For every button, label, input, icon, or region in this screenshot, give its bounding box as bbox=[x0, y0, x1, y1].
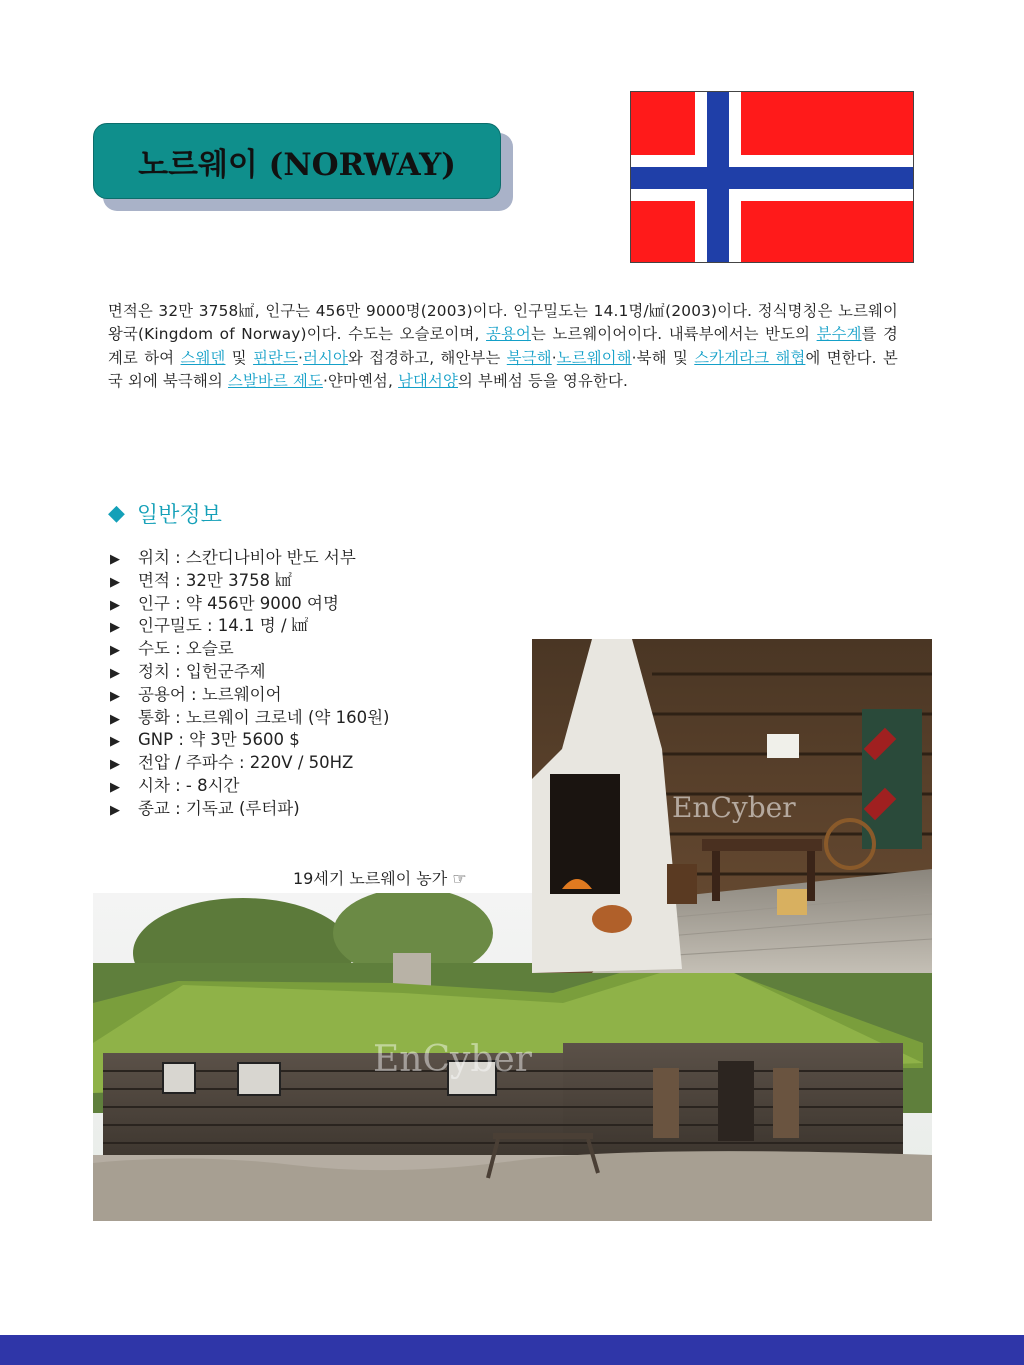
interior-watermark: EnCyber bbox=[672, 791, 796, 824]
info-text: 공용어 : 노르웨이어 bbox=[138, 684, 282, 704]
intro-text: 는 노르웨이어이다. 내륙부에서는 반도의 bbox=[530, 325, 817, 344]
triangle-bullet-icon: ▶ bbox=[110, 757, 120, 773]
triangle-bullet-icon: ▶ bbox=[110, 688, 120, 704]
info-text: 위치 : 스칸디나비아 반도 서부 bbox=[138, 548, 356, 567]
triangle-bullet-icon: ▶ bbox=[110, 802, 120, 818]
triangle-bullet-icon: ▶ bbox=[110, 643, 120, 659]
info-text: 수도 : 오슬로 bbox=[138, 639, 234, 659]
info-text: 전압 / 주파수 : 220V / 50HZ bbox=[138, 753, 354, 773]
info-item bbox=[110, 707, 389, 730]
info-item bbox=[110, 638, 389, 661]
link-finland[interactable]: 핀란드 bbox=[253, 348, 298, 367]
farmhouse-watermark: EnCyber bbox=[373, 1039, 532, 1080]
triangle-bullet-icon: ▶ bbox=[110, 597, 120, 613]
title-box bbox=[93, 123, 501, 199]
info-item bbox=[110, 593, 389, 616]
link-norwegian-sea[interactable]: 노르웨이해 bbox=[556, 348, 632, 367]
link-svalbard[interactable]: 스발바르 제도 bbox=[228, 371, 323, 390]
info-text: 종교 : 기독교 (루터파) bbox=[138, 798, 300, 818]
link-south-atlantic[interactable]: 남대서양 bbox=[398, 371, 458, 390]
info-text: GNP : 약 3만 5600 $ bbox=[138, 730, 300, 750]
info-text: 인구 : 약 456만 9000 여명 bbox=[138, 593, 339, 613]
info-item bbox=[110, 775, 389, 798]
intro-text: 와 접경하고, 해안부는 bbox=[348, 348, 507, 367]
info-item bbox=[110, 752, 389, 775]
info-text: 시차 : - 8시간 bbox=[138, 775, 240, 795]
intro-text: 면적은 32만 3758㎢, 인구는 456만 9000명(2003)이다. 인구밀도는 14.1명/㎢(2003)이다. 정식명칭은 노르웨이왕국(Kingdom of Norway)이다. 수도는 오슬로이며, bbox=[108, 302, 898, 344]
flag-graphic bbox=[631, 92, 914, 263]
info-item bbox=[110, 798, 389, 821]
triangle-bullet-icon: ▶ bbox=[110, 711, 120, 727]
info-item bbox=[110, 570, 389, 593]
triangle-bullet-icon: ▶ bbox=[110, 734, 120, 750]
info-text: 면적 : 32만 3758 ㎢ bbox=[138, 570, 292, 590]
flag-blue-horizontal bbox=[631, 167, 914, 189]
info-item bbox=[110, 661, 389, 684]
info-item bbox=[110, 684, 389, 707]
info-text: 인구밀도 : 14.1 명 / ㎢ bbox=[138, 616, 309, 636]
intro-text: 를 경계로 하여 bbox=[108, 325, 898, 367]
intro-text: 의 부베섬 등을 영유한다. bbox=[458, 371, 629, 390]
general-info-list bbox=[110, 547, 389, 821]
info-item bbox=[110, 615, 389, 638]
intro-text: 에 면한다. 본국 외에 북극해의 bbox=[108, 348, 898, 390]
intro-paragraph bbox=[108, 300, 898, 393]
triangle-bullet-icon: ▶ bbox=[110, 779, 120, 795]
info-item bbox=[110, 547, 389, 570]
photo-caption: 19세기 노르웨이 농가 ☞ bbox=[293, 869, 467, 888]
intro-text: ·북해 및 bbox=[631, 348, 695, 367]
interior-illustration bbox=[532, 639, 932, 973]
triangle-bullet-icon: ▶ bbox=[110, 574, 120, 590]
link-official-language[interactable]: 공용어 bbox=[486, 325, 531, 344]
intro-separator: · bbox=[298, 348, 304, 367]
norway-flag bbox=[630, 91, 914, 263]
info-text: 통화 : 노르웨이 크로네 (약 160원) bbox=[138, 707, 390, 727]
link-skagerrak[interactable]: 스카게라크 해협 bbox=[694, 348, 806, 367]
triangle-bullet-icon: ▶ bbox=[110, 665, 120, 681]
link-sweden[interactable]: 스웨덴 bbox=[180, 348, 226, 367]
page-title: 노르웨이 (NORWAY) bbox=[138, 146, 456, 183]
triangle-bullet-icon: ▶ bbox=[110, 620, 120, 636]
footer-bar bbox=[0, 1335, 1024, 1365]
section-title: 일반정보 bbox=[136, 503, 222, 528]
info-text: 정치 : 입헌군주제 bbox=[138, 661, 266, 681]
section-heading bbox=[108, 498, 222, 529]
diamond-icon: ◆ bbox=[108, 501, 125, 526]
interior-photo bbox=[532, 639, 932, 973]
link-arctic-ocean[interactable]: 북극해 bbox=[506, 348, 552, 367]
triangle-bullet-icon: ▶ bbox=[110, 552, 120, 567]
intro-text: 및 bbox=[225, 348, 254, 367]
link-russia[interactable]: 러시아 bbox=[303, 348, 348, 367]
link-watershed[interactable]: 분수계 bbox=[816, 325, 862, 344]
intro-separator: · bbox=[551, 348, 557, 367]
intro-text: ·얀마옌섬, bbox=[322, 371, 399, 390]
info-item bbox=[110, 729, 389, 752]
